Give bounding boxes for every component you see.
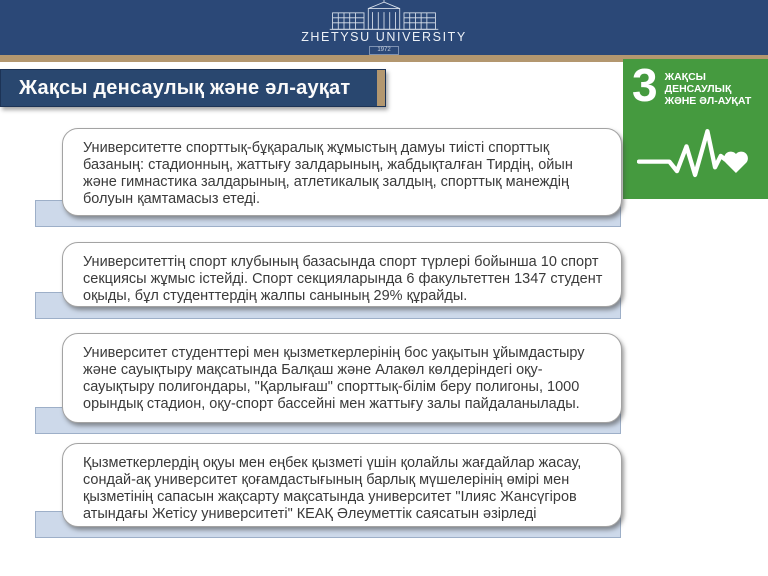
- info-card: [62, 128, 622, 216]
- sdg3-label-line2: ЖӘНЕ ӘЛ-АУҚАТ: [664, 95, 752, 107]
- page-title: Жақсы денсаулық және әл-ауқат: [19, 76, 351, 99]
- sdg3-label: [665, 71, 762, 107]
- university-logo: [301, 0, 467, 55]
- heartbeat-heart-icon: [637, 123, 755, 190]
- sdg3-badge-header: [623, 59, 768, 111]
- university-founding-year: 1972: [369, 46, 398, 55]
- university-building-icon: [318, 0, 450, 30]
- info-card-text: Университеттің спорт клубының базасында спорт түрлері бойынша 10 спорт секциясы жұмыс істейді. Спорт секцияларында 6 факультеттен 1347 студент оқыды, бұл студенттердің жалпы санының 29% құрайды.: [83, 254, 603, 304]
- slide-title-bar: [0, 69, 386, 107]
- info-card: [62, 333, 622, 423]
- info-card-text: Университетте спорттық-бұқаралық жұмыстың дамуы тиісті спорттық базаның: стадионның, жаттығу залдарының, жабдықталған Тирдің, ойын және гимнастика залдарының, атлетикалық залдың, спорттық манеждің болуын қамтамасыз етеді.: [83, 140, 573, 207]
- title-bar-gold-cap: [377, 70, 385, 106]
- university-header: [0, 0, 768, 55]
- sdg3-label-line1: ЖАҚСЫ ДЕНСАУЛЫҚ: [664, 71, 732, 95]
- sdg3-number: 3: [632, 59, 658, 111]
- sdg3-badge: [623, 59, 768, 199]
- university-name: ZHETYSU UNIVERSITY: [301, 30, 467, 45]
- info-card-text: Қызметкерлердің оқуы мен еңбек қызметі үшін қолайлы жағдайлар жасау, сондай-ақ университет қоғамдастығының барлық мүшелерінің өмірі мен қызметінің сапасын жақсарту мақсатында университет "Ілияс Жансүгіров атындағы Жетісу университеті" КЕАҚ Әлеуметтік саясатын әзірледі: [83, 455, 582, 522]
- info-card-text: Университет студенттері мен қызметкерлерінің бос уақытын ұйымдастыру және сауықтыру мақсатында Балқаш және Алакөл көлдеріндегі оқу-сауықтыру полигондары, "Қарлығаш" спорттық-білім беру полигоны, 1000 орындық стадион, оқу-спорт бассейні мен жаттығу залы пайдаланылады.: [83, 345, 585, 412]
- info-card: [62, 443, 622, 527]
- info-card: [62, 242, 622, 307]
